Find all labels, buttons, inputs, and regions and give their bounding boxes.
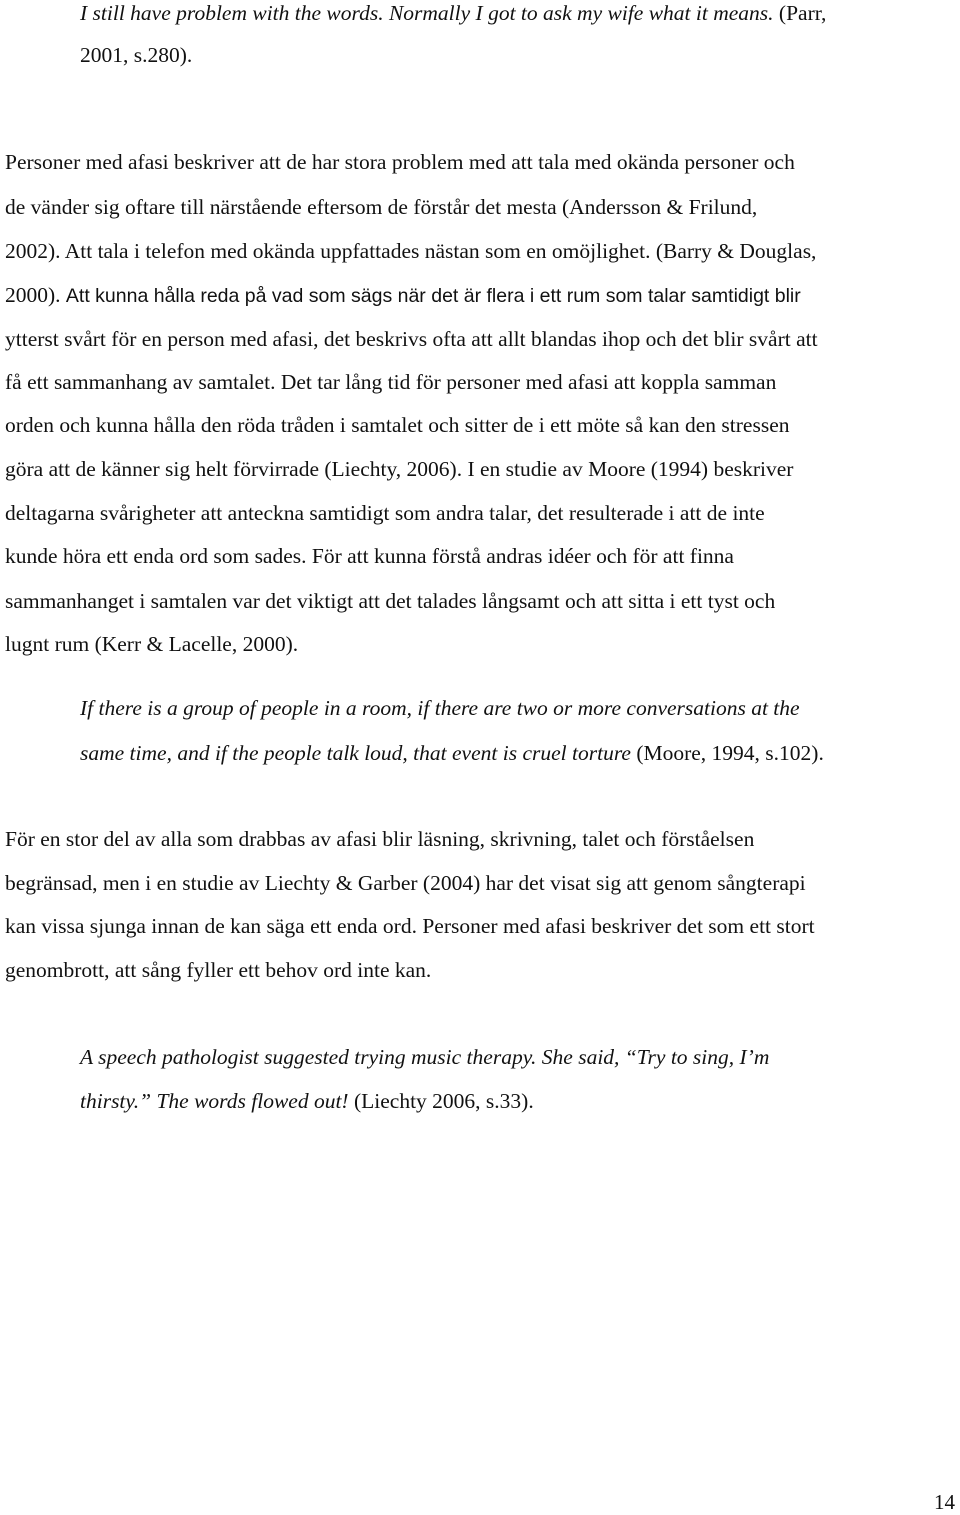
quote1-line-2	[80, 42, 192, 68]
paragraph2-line: begränsad, men i en studie av Liechty & Garber (2004) har det visat sig att genom sångterapi	[5, 871, 806, 895]
quote1-line-1	[80, 0, 826, 26]
quote1-citation-1: (Parr,	[773, 1, 827, 25]
paragraph1-line	[5, 282, 801, 309]
paragraph1-line: få ett sammanhang av samtalet. Det tar lång tid för personer med afasi att koppla samman	[5, 370, 777, 394]
quote2-text-2: same time, and if the people talk loud, that event is cruel torture	[80, 741, 631, 765]
paragraph1-line: deltagarna svårigheter att anteckna samtidigt som andra talar, det resulterade i att de inte	[5, 501, 765, 525]
paragraph1-text: 2000).	[5, 283, 61, 307]
quote1-citation-2: 2001, s.280).	[80, 43, 193, 67]
quote3-text-1: A speech pathologist suggested trying music therapy. She said, “Try to sing, I’m	[80, 1045, 770, 1069]
quote3-line-2	[80, 1088, 534, 1114]
paragraph1-line: lugnt rum (Kerr & Lacelle, 2000).	[5, 632, 299, 656]
quote1-text-1: I still have problem with the words. Normally I got to ask my wife what it means.	[80, 1, 774, 25]
paragraph1-line: göra att de känner sig helt förvirrade (Liechty, 2006). I en studie av Moore (1994) beskriver	[5, 457, 794, 481]
paragraph1-line: orden och kunna hålla den röda tråden i samtalet och sitter de i ett möte så kan den stressen	[5, 413, 790, 437]
paragraph1-line: kunde höra ett enda ord som sades. För att kunna förstå andras idéer och för att finna	[5, 544, 734, 568]
paragraph1-line	[5, 238, 816, 264]
quote2-line-2	[80, 740, 824, 766]
quote3-citation: (Liechty 2006, s.33).	[348, 1089, 534, 1113]
paragraph1-line: sammanhanget i samtalen var det viktigt att det talades långsamt och att sitta i ett tyst och	[5, 589, 776, 613]
paragraph2-line: För en stor del av alla som drabbas av afasi blir läsning, skrivning, talet och förståelsen	[5, 827, 755, 851]
quote3-line-1	[80, 1044, 769, 1070]
quote2-citation: (Moore, 1994, s.102).	[630, 741, 824, 765]
paragraph1-text: Att kunna hålla reda på vad som sägs när det är flera i ett rum som talar samtidigt blir	[65, 285, 801, 307]
paragraph1-line: ytterst svårt för en person med afasi, det beskrivs ofta att allt blandas ihop och det blir svårt att	[5, 327, 818, 351]
paragraph2-line: genombrott, att sång fyller ett behov ord inte kan.	[5, 958, 432, 982]
paragraph1-text: 2002). Att tala i telefon med okända uppfattades nästan som en omöjlighet. (Barry & Douglas,	[5, 239, 817, 263]
quote2-text-1: If there is a group of people in a room, if there are two or more conversations at the	[80, 696, 800, 720]
quote3-text-2: thirsty.” The words flowed out!	[80, 1089, 349, 1113]
paragraph2-line: kan vissa sjunga innan de kan säga ett enda ord. Personer med afasi beskriver det som ett stort	[5, 914, 815, 938]
page-number: 14	[934, 1490, 955, 1514]
quote2-line-1	[80, 695, 800, 721]
paragraph1-line: de vänder sig oftare till närstående eftersom de förstår det mesta (Andersson & Frilund,	[5, 195, 758, 219]
paragraph1-line: Personer med afasi beskriver att de har stora problem med att tala med okända personer och	[5, 150, 795, 174]
